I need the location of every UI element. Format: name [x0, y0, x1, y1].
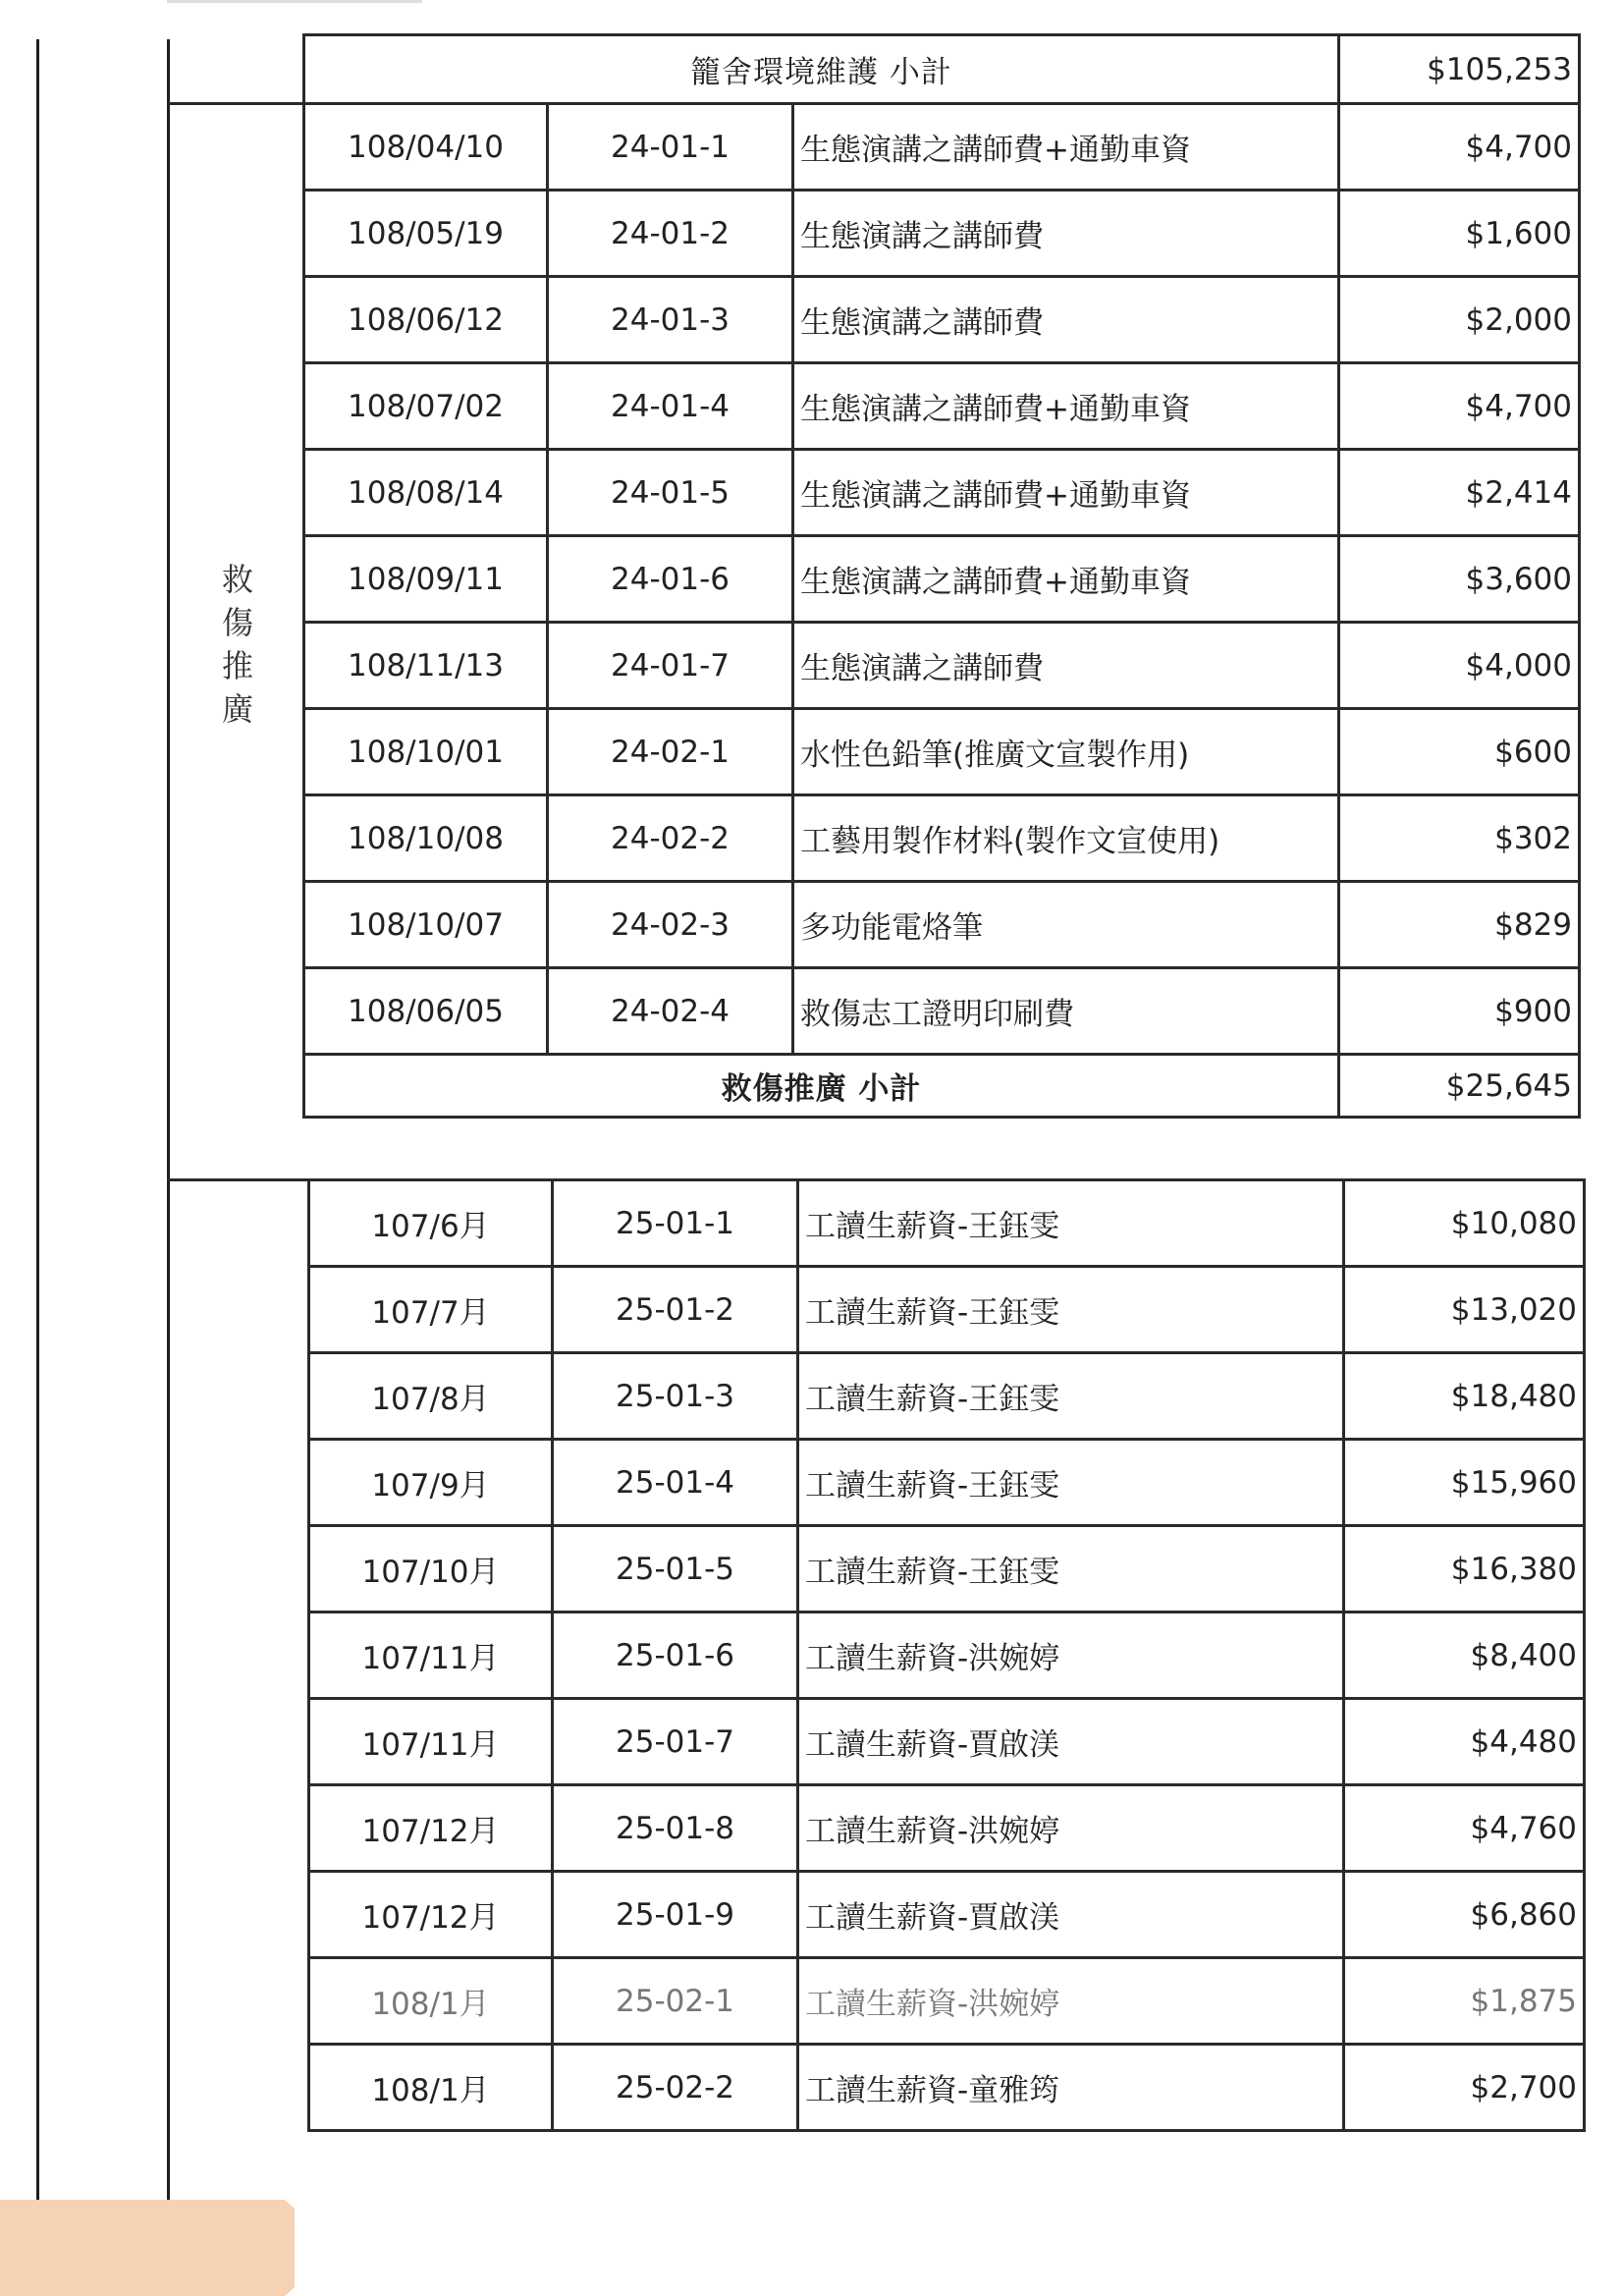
row-code: 25-02-2 [553, 2045, 798, 2131]
row-amount: $1,875 [1344, 1958, 1585, 2045]
table-row [304, 623, 1580, 709]
row-description: 生態演講之講師費+通勤車資 [793, 536, 1339, 623]
section-divider [167, 1178, 309, 1181]
row-code: 25-01-2 [553, 1267, 798, 1353]
row-amount: $3,600 [1339, 536, 1580, 623]
row-amount: $18,480 [1344, 1353, 1585, 1440]
row-date: 108/09/11 [304, 536, 548, 623]
previous-section-subtotal [302, 33, 1581, 105]
row-date: 108/05/19 [304, 191, 548, 277]
row-description: 工讀生薪資-王鈺雯 [798, 1353, 1344, 1440]
row-date: 108/10/07 [304, 882, 548, 968]
expense-rows [304, 104, 1580, 1055]
row-date: 108/1月 [309, 1958, 553, 2045]
subtotal-row [304, 35, 1580, 104]
row-code: 25-01-5 [553, 1526, 798, 1613]
category-label: 救 傷 推 廣 [221, 561, 253, 728]
row-description: 工讀生薪資-王鈺雯 [798, 1440, 1344, 1526]
row-code: 25-01-1 [553, 1180, 798, 1267]
table-row [304, 363, 1580, 450]
row-date: 107/11月 [309, 1613, 553, 1699]
table-row [309, 1613, 1585, 1699]
row-amount: $6,860 [1344, 1872, 1585, 1958]
row-date: 108/11/13 [304, 623, 548, 709]
row-date: 108/04/10 [304, 104, 548, 191]
row-description: 工讀生薪資-王鈺雯 [798, 1180, 1344, 1267]
row-description: 生態演講之講師費 [793, 623, 1339, 709]
subtotal-row [304, 1055, 1580, 1118]
row-description: 工讀生薪資-童雅筠 [798, 2045, 1344, 2131]
row-amount: $8,400 [1344, 1613, 1585, 1699]
row-code: 24-01-1 [548, 104, 793, 191]
row-date: 107/9月 [309, 1440, 553, 1526]
row-description: 工讀生薪資-洪婉婷 [798, 1613, 1344, 1699]
row-date: 108/1月 [309, 2045, 553, 2131]
row-description: 生態演講之講師費+通勤車資 [793, 104, 1339, 191]
row-amount: $4,700 [1339, 363, 1580, 450]
subtotal-label: 籠舍環境維護 小計 [304, 35, 1339, 104]
row-code: 24-01-4 [548, 363, 793, 450]
row-code: 24-02-1 [548, 709, 793, 795]
row-amount: $4,480 [1344, 1699, 1585, 1785]
table-row [309, 1785, 1585, 1872]
row-date: 107/12月 [309, 1785, 553, 1872]
row-code: 24-02-2 [548, 795, 793, 882]
row-description: 生態演講之講師費 [793, 277, 1339, 363]
row-amount: $600 [1339, 709, 1580, 795]
scan-edge-mark [167, 0, 422, 3]
row-description: 救傷志工證明印刷費 [793, 968, 1339, 1055]
expense-rows [309, 1180, 1585, 2131]
row-date: 107/6月 [309, 1180, 553, 1267]
row-code: 25-01-3 [553, 1353, 798, 1440]
table-row [309, 1353, 1585, 1440]
row-code: 25-01-9 [553, 1872, 798, 1958]
row-description: 工讀生薪資-洪婉婷 [798, 1958, 1344, 2045]
table-row [309, 1699, 1585, 1785]
table-row [304, 450, 1580, 536]
table-row [304, 104, 1580, 191]
row-code: 25-01-4 [553, 1440, 798, 1526]
row-amount: $15,960 [1344, 1440, 1585, 1526]
row-amount: $1,600 [1339, 191, 1580, 277]
row-date: 107/12月 [309, 1872, 553, 1958]
row-amount: $4,700 [1339, 104, 1580, 191]
table-row [304, 882, 1580, 968]
row-code: 24-02-4 [548, 968, 793, 1055]
row-amount: $10,080 [1344, 1180, 1585, 1267]
row-code: 25-02-1 [553, 1958, 798, 2045]
table-row [304, 968, 1580, 1055]
row-amount: $302 [1339, 795, 1580, 882]
row-amount: $4,760 [1344, 1785, 1585, 1872]
row-date: 108/10/08 [304, 795, 548, 882]
table-row [309, 1526, 1585, 1613]
expense-table-promotion [302, 102, 1581, 1119]
row-code: 24-01-2 [548, 191, 793, 277]
sticky-note-tab [0, 2200, 295, 2296]
subtotal-amount: $25,645 [1339, 1055, 1580, 1118]
row-amount: $900 [1339, 968, 1580, 1055]
row-description: 工藝用製作材料(製作文宣使用) [793, 795, 1339, 882]
row-code: 24-01-7 [548, 623, 793, 709]
table-row [304, 709, 1580, 795]
row-description: 工讀生薪資-王鈺雯 [798, 1526, 1344, 1613]
left-border-line [36, 39, 39, 2200]
row-amount: $13,020 [1344, 1267, 1585, 1353]
row-code: 24-01-5 [548, 450, 793, 536]
row-amount: $16,380 [1344, 1526, 1585, 1613]
table-row [309, 1180, 1585, 1267]
row-amount: $2,700 [1344, 2045, 1585, 2131]
row-date: 108/10/01 [304, 709, 548, 795]
table-row [309, 2045, 1585, 2131]
row-date: 108/06/12 [304, 277, 548, 363]
row-date: 108/08/14 [304, 450, 548, 536]
table-row [309, 1958, 1585, 2045]
table-row [304, 536, 1580, 623]
subtotal-label: 救傷推廣 小計 [304, 1055, 1339, 1118]
row-description: 生態演講之講師費 [793, 191, 1339, 277]
row-description: 生態演講之講師費+通勤車資 [793, 450, 1339, 536]
subtotal-amount: $105,253 [1339, 35, 1580, 104]
row-description: 生態演講之講師費+通勤車資 [793, 363, 1339, 450]
row-description: 工讀生薪資-賈啟渼 [798, 1872, 1344, 1958]
row-code: 24-01-3 [548, 277, 793, 363]
category-column-line [167, 39, 170, 2200]
row-description: 工讀生薪資-王鈺雯 [798, 1267, 1344, 1353]
section-divider [167, 102, 304, 105]
row-amount: $2,414 [1339, 450, 1580, 536]
row-code: 24-01-6 [548, 536, 793, 623]
row-description: 多功能電烙筆 [793, 882, 1339, 968]
row-description: 工讀生薪資-賈啟渼 [798, 1699, 1344, 1785]
row-date: 108/07/02 [304, 363, 548, 450]
table-row [309, 1440, 1585, 1526]
row-code: 25-01-6 [553, 1613, 798, 1699]
row-code: 25-01-8 [553, 1785, 798, 1872]
row-amount: $829 [1339, 882, 1580, 968]
row-code: 24-02-3 [548, 882, 793, 968]
row-amount: $2,000 [1339, 277, 1580, 363]
row-amount: $4,000 [1339, 623, 1580, 709]
table-row [304, 191, 1580, 277]
table-row [309, 1267, 1585, 1353]
table-row [309, 1872, 1585, 1958]
row-description: 水性色鉛筆(推廣文宣製作用) [793, 709, 1339, 795]
row-code: 25-01-7 [553, 1699, 798, 1785]
row-date: 107/8月 [309, 1353, 553, 1440]
row-date: 108/06/05 [304, 968, 548, 1055]
table-row [304, 795, 1580, 882]
row-description: 工讀生薪資-洪婉婷 [798, 1785, 1344, 1872]
row-date: 107/11月 [309, 1699, 553, 1785]
expense-table-wages [307, 1178, 1586, 2132]
table-row [304, 277, 1580, 363]
row-date: 107/7月 [309, 1267, 553, 1353]
row-date: 107/10月 [309, 1526, 553, 1613]
